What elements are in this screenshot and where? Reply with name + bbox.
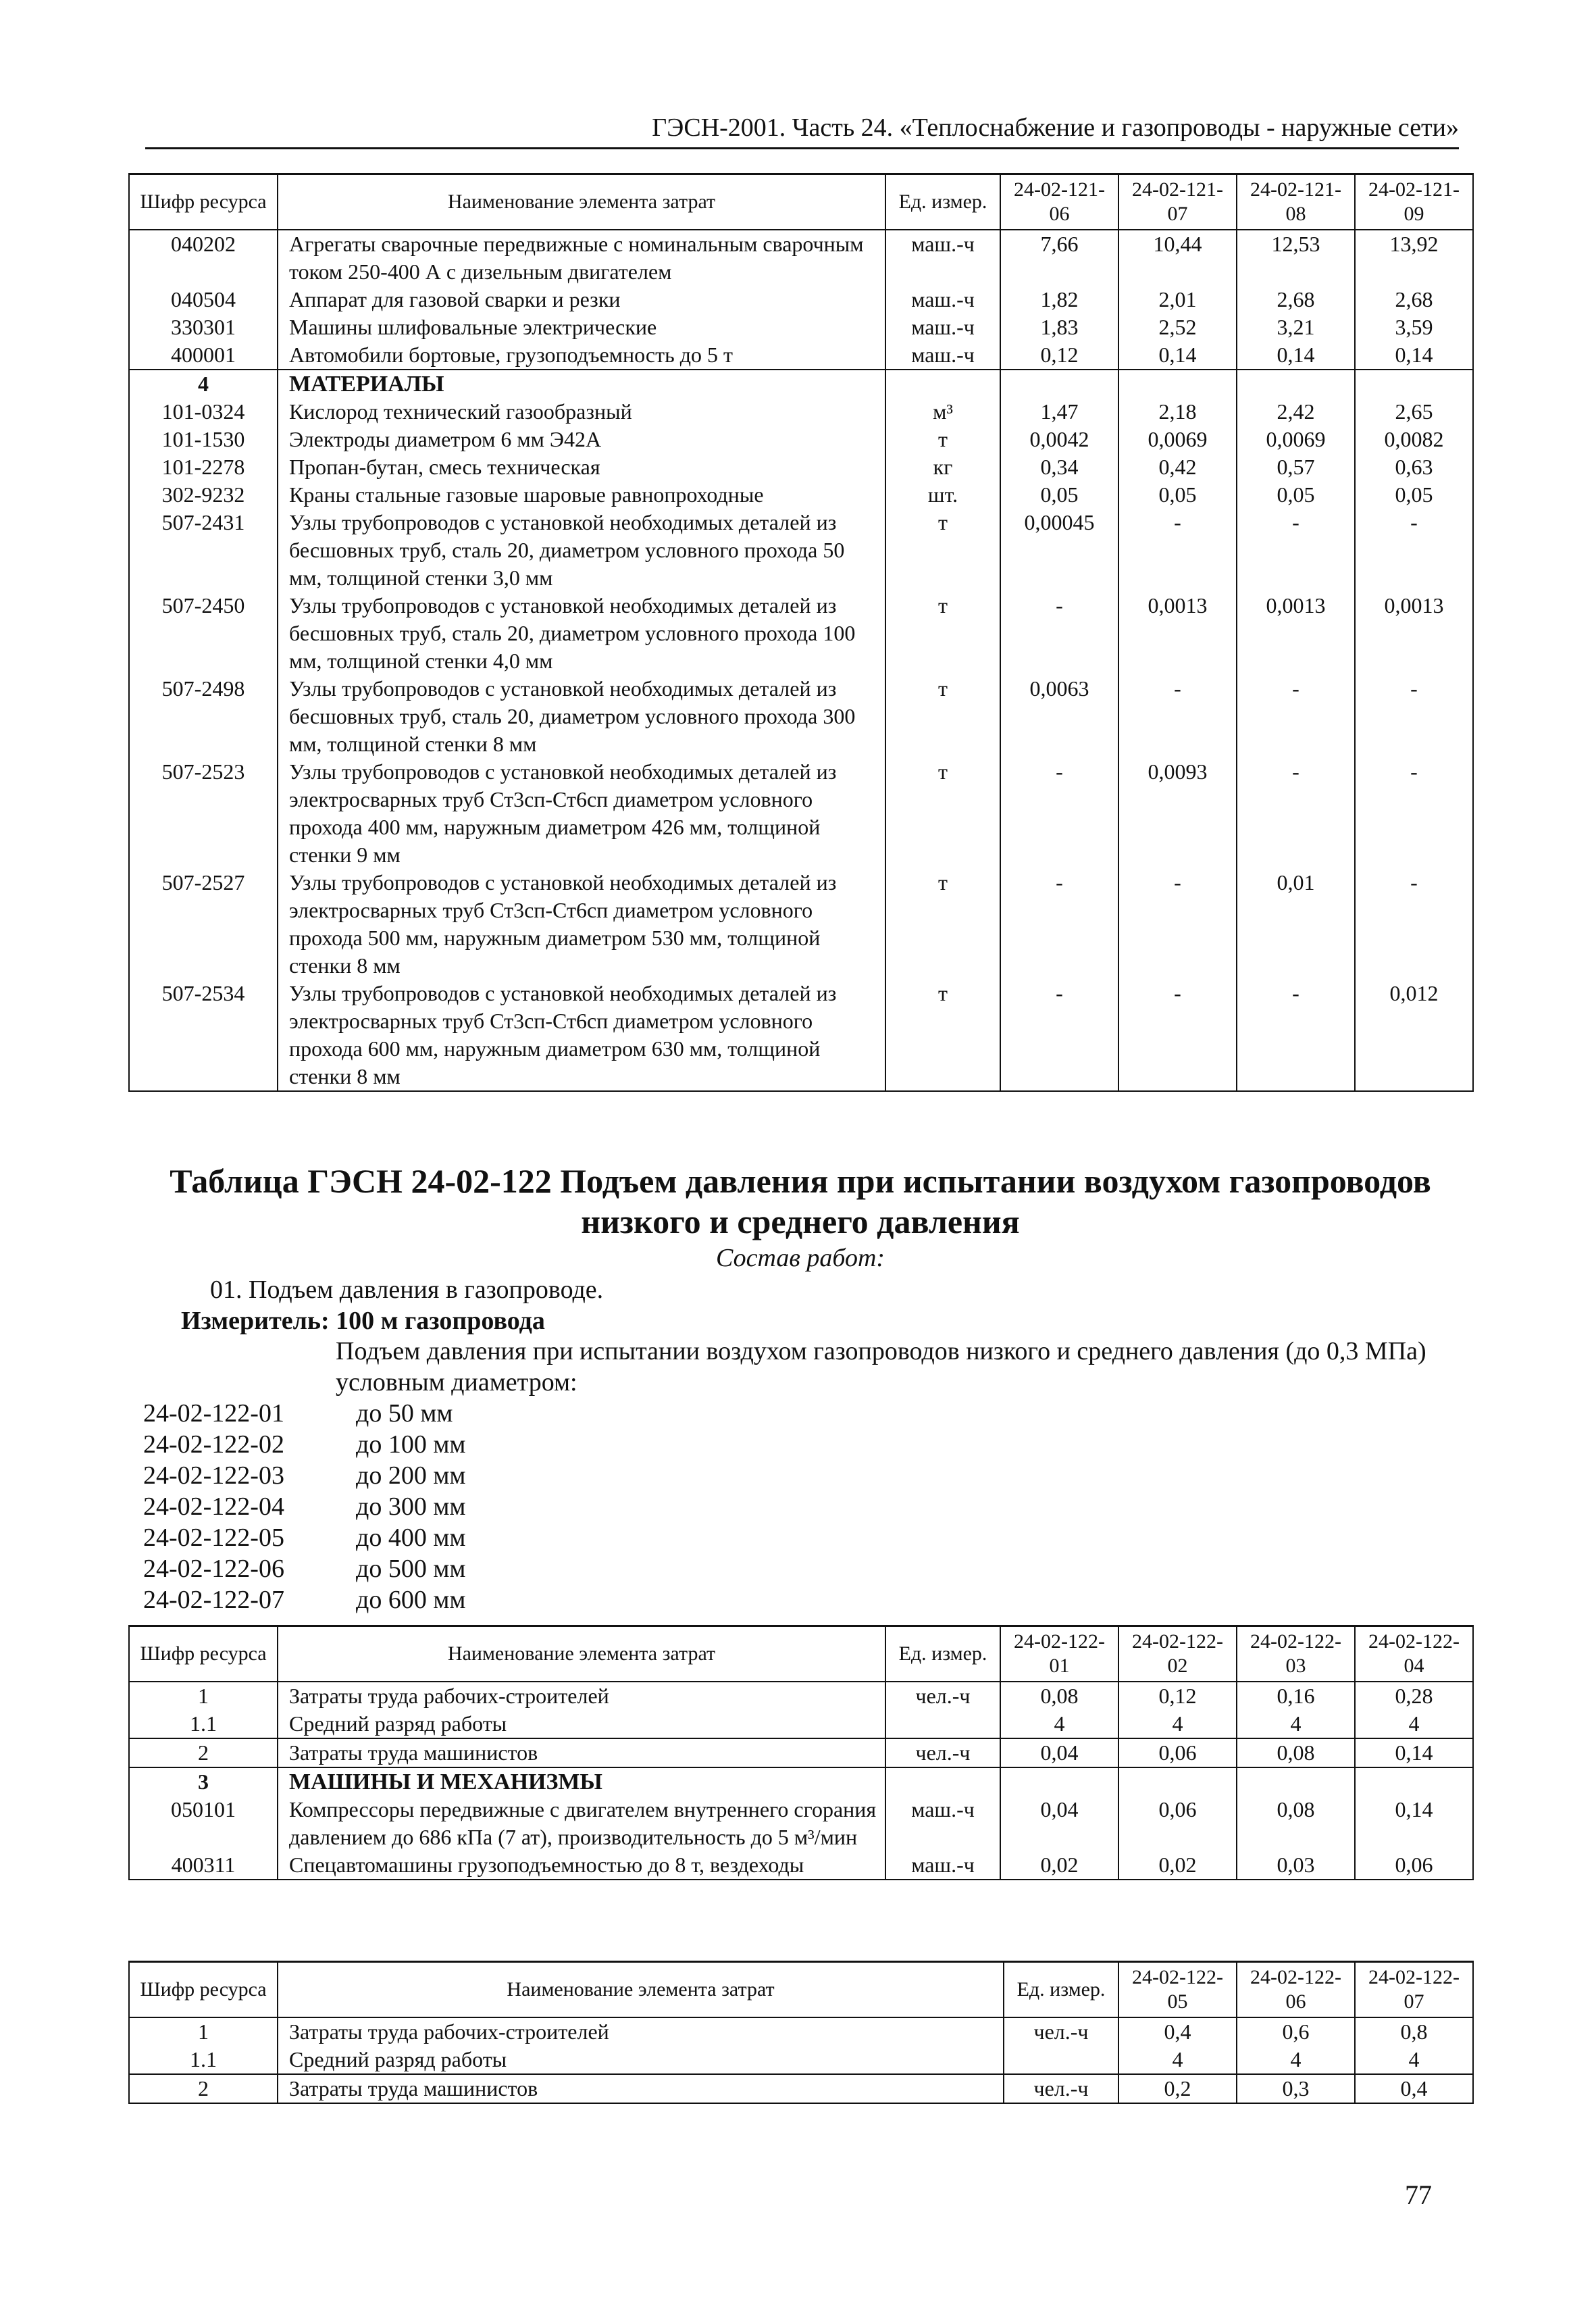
running-header: ГЭСН-2001. Часть 24. «Теплоснабжение и газопроводы - наружные сети»	[652, 114, 1459, 142]
col-header-code: Шифр ресурса	[129, 1626, 278, 1682]
norm-variant-code: 24-02-122-05	[143, 1524, 284, 1552]
col-header-variant: 24-02-121-06	[1000, 174, 1118, 230]
norm-variant-code: 24-02-122-07	[143, 1586, 284, 1614]
resource-code: 330301	[129, 313, 278, 341]
norm-variant	[143, 1584, 465, 1615]
col-header-unit: Ед. измер.	[885, 174, 1000, 230]
table-row	[129, 313, 1473, 341]
col-header-variant: 24-02-122-05	[1118, 1962, 1237, 2018]
work-composition-label: Состав работ:	[716, 1244, 885, 1272]
resource-code: 1	[129, 1682, 278, 1710]
norm-variant	[143, 1522, 465, 1553]
resource-value	[1237, 370, 1355, 398]
resource-value: -	[1355, 758, 1473, 869]
resource-code: 507-2534	[129, 980, 278, 1091]
table-row	[129, 1796, 1473, 1851]
resource-name: Узлы трубопроводов с установкой необходимых деталей из электросварных труб Ст3сп-Ст6сп диаметром условного прохода 600 мм, наружным диаметром 630 мм, толщиной стенки 8 мм	[278, 980, 885, 1091]
table-row	[129, 453, 1473, 481]
resource-value: -	[1237, 675, 1355, 758]
resource-value: -	[1355, 675, 1473, 758]
resource-value: 2,68	[1355, 286, 1473, 313]
resource-value: 0,2	[1118, 2074, 1237, 2103]
resource-value	[1355, 1767, 1473, 1796]
table-row	[129, 1682, 1473, 1710]
resource-value: 0,14	[1118, 341, 1237, 370]
resource-value: -	[1237, 758, 1355, 869]
col-header-variant: 24-02-121-08	[1237, 174, 1355, 230]
table-row	[129, 2074, 1473, 2103]
resource-name: Кислород технический газообразный	[278, 398, 885, 426]
table-header-row	[129, 174, 1473, 230]
col-header-name: Наименование элемента затрат	[278, 1626, 885, 1682]
table-row	[129, 509, 1473, 592]
table-header-row	[129, 1626, 1473, 1682]
resource-name: Узлы трубопроводов с установкой необходимых деталей из бесшовных труб, сталь 20, диаметром условного прохода 50 мм, толщиной стенки 3,0 мм	[278, 509, 885, 592]
resource-value: 0,14	[1355, 1738, 1473, 1767]
resource-unit: чел.-ч	[885, 1738, 1000, 1767]
resource-value: 0,4	[1355, 2074, 1473, 2103]
norm-variant	[143, 1460, 465, 1491]
resource-value: 2,18	[1118, 398, 1237, 426]
resource-name: Краны стальные газовые шаровые равнопроходные	[278, 481, 885, 509]
resource-unit: м³	[885, 398, 1000, 426]
resource-unit: т	[885, 426, 1000, 453]
resource-code: 507-2523	[129, 758, 278, 869]
resource-unit: т	[885, 869, 1000, 980]
col-header-unit: Ед. измер.	[1004, 1962, 1118, 2018]
resource-value: 0,0069	[1118, 426, 1237, 453]
col-header-variant: 24-02-122-06	[1237, 1962, 1355, 2018]
col-header-variant: 24-02-122-01	[1000, 1626, 1118, 1682]
resource-value: 0,012	[1355, 980, 1473, 1091]
resource-value: 0,14	[1237, 341, 1355, 370]
resource-value: -	[1000, 758, 1118, 869]
resource-value: 0,08	[1000, 1682, 1118, 1710]
norm-variant-label: до 200 мм	[356, 1461, 466, 1490]
resource-value: -	[1118, 675, 1237, 758]
resource-value: -	[1000, 592, 1118, 675]
resource-value: 0,0013	[1355, 592, 1473, 675]
work-operation: 01. Подъем давления в газопроводе.	[210, 1276, 604, 1304]
resource-code: 040504	[129, 286, 278, 313]
resource-value: 4	[1118, 2046, 1237, 2074]
resource-value: 0,12	[1000, 341, 1118, 370]
resource-name: Автомобили бортовые, грузоподъемность до 5 т	[278, 341, 885, 370]
resource-unit: чел.-ч	[1004, 2017, 1118, 2046]
resource-unit: шт.	[885, 481, 1000, 509]
resource-value: 0,63	[1355, 453, 1473, 481]
resource-unit: маш.-ч	[885, 286, 1000, 313]
resource-value: 0,14	[1355, 341, 1473, 370]
resource-code: 2	[129, 2074, 278, 2103]
resource-unit: т	[885, 758, 1000, 869]
resource-value: 0,57	[1237, 453, 1355, 481]
resource-value: 0,14	[1355, 1796, 1473, 1851]
resource-name: Аппарат для газовой сварки и резки	[278, 286, 885, 313]
norm-variant-label: до 400 мм	[356, 1524, 466, 1552]
resource-code: 040202	[129, 230, 278, 286]
resource-unit	[1004, 2046, 1118, 2074]
resource-value: 0,34	[1000, 453, 1118, 481]
resource-value: 0,00045	[1000, 509, 1118, 592]
resource-value: 0,42	[1118, 453, 1237, 481]
resource-value: 0,0082	[1355, 426, 1473, 453]
table-row	[129, 2046, 1473, 2074]
norm-variant	[143, 1491, 465, 1522]
resource-value: -	[1118, 980, 1237, 1091]
resource-value: 0,06	[1355, 1851, 1473, 1880]
norm-variant-code: 24-02-122-02	[143, 1430, 284, 1459]
table-row	[129, 675, 1473, 758]
col-header-variant: 24-02-121-07	[1118, 174, 1237, 230]
resource-value: 4	[1118, 1710, 1237, 1738]
resource-unit: чел.-ч	[885, 1682, 1000, 1710]
resource-value: 0,28	[1355, 1682, 1473, 1710]
resource-table-122-part1	[128, 1625, 1474, 1880]
resource-value: -	[1355, 869, 1473, 980]
page-number: 77	[1405, 2180, 1432, 2210]
resource-name: Компрессоры передвижные с двигателем внутреннего сгорания давлением до 686 кПа (7 ат), производительность до 5 м³/мин	[278, 1796, 885, 1851]
col-header-code: Шифр ресурса	[129, 174, 278, 230]
resource-value: 0,6	[1237, 2017, 1355, 2046]
resource-value: 0,08	[1237, 1796, 1355, 1851]
resource-value: 13,92	[1355, 230, 1473, 286]
table-row	[129, 398, 1473, 426]
resource-value	[1237, 1767, 1355, 1796]
resource-unit: т	[885, 980, 1000, 1091]
resource-value: 0,02	[1000, 1851, 1118, 1880]
resource-value: 12,53	[1237, 230, 1355, 286]
measurement-unit: Измеритель: 100 м газопровода	[181, 1307, 545, 1335]
resource-value: 10,44	[1118, 230, 1237, 286]
resource-table-121	[128, 173, 1474, 1092]
section-title: МАТЕРИАЛЫ	[278, 370, 885, 398]
norm-variant-code: 24-02-122-06	[143, 1555, 284, 1583]
table-row	[129, 1710, 1473, 1738]
header-divider	[145, 147, 1459, 149]
resource-value: 0,05	[1237, 481, 1355, 509]
col-header-name: Наименование элемента затрат	[278, 174, 885, 230]
section-code: 4	[129, 370, 278, 398]
col-header-variant: 24-02-122-02	[1118, 1626, 1237, 1682]
norm-variant-code: 24-02-122-01	[143, 1399, 284, 1428]
resource-value: 1,83	[1000, 313, 1118, 341]
resource-unit: маш.-ч	[885, 230, 1000, 286]
resource-code: 1.1	[129, 1710, 278, 1738]
resource-unit: чел.-ч	[1004, 2074, 1118, 2103]
resource-value: 0,05	[1355, 481, 1473, 509]
norm-variant-code: 24-02-122-03	[143, 1461, 284, 1490]
resource-value: 0,3	[1237, 2074, 1355, 2103]
resource-value: 0,04	[1000, 1796, 1118, 1851]
resource-value	[1118, 370, 1237, 398]
resource-value: -	[1000, 869, 1118, 980]
section-title: Таблица ГЭСН 24-02-122 Подъем давления при испытании воздухом газопроводов низкого и среднего давления	[170, 1162, 1431, 1240]
resource-code: 400001	[129, 341, 278, 370]
table-row	[129, 980, 1473, 1091]
resource-value: 2,65	[1355, 398, 1473, 426]
section-title: МАШИНЫ И МЕХАНИЗМЫ	[278, 1767, 885, 1796]
resource-name: Затраты труда машинистов	[278, 1738, 885, 1767]
table-row	[129, 1738, 1473, 1767]
norm-variant-code: 24-02-122-04	[143, 1492, 284, 1521]
section-code: 3	[129, 1767, 278, 1796]
resource-value: 0,05	[1000, 481, 1118, 509]
resource-code: 507-2431	[129, 509, 278, 592]
resource-name: Машины шлифовальные электрические	[278, 313, 885, 341]
resource-value: 0,05	[1118, 481, 1237, 509]
resource-value: 0,06	[1118, 1796, 1237, 1851]
resource-unit: т	[885, 675, 1000, 758]
resource-name: Пропан-бутан, смесь техническая	[278, 453, 885, 481]
resource-value	[1000, 370, 1118, 398]
norm-variant-label: до 500 мм	[356, 1555, 466, 1583]
resource-value: 3,59	[1355, 313, 1473, 341]
table-row	[129, 341, 1473, 370]
resource-name: Средний разряд работы	[278, 1710, 885, 1738]
norm-variant-list	[143, 1398, 465, 1615]
table-header-row	[129, 1962, 1473, 2018]
resource-value: 4	[1355, 2046, 1473, 2074]
resource-value: -	[1237, 980, 1355, 1091]
resource-value: 4	[1237, 1710, 1355, 1738]
col-header-variant: 24-02-122-07	[1355, 1962, 1473, 2018]
norm-variant-label: до 50 мм	[356, 1399, 453, 1428]
resource-value: 3,21	[1237, 313, 1355, 341]
col-header-variant: 24-02-122-03	[1237, 1626, 1355, 1682]
resource-value: 0,0093	[1118, 758, 1237, 869]
col-header-variant: 24-02-121-09	[1355, 174, 1473, 230]
resource-value: 1,47	[1000, 398, 1118, 426]
table-row	[129, 230, 1473, 286]
resource-name: Средний разряд работы	[278, 2046, 1004, 2074]
resource-code: 400311	[129, 1851, 278, 1880]
resource-value: -	[1000, 980, 1118, 1091]
resource-name: Электроды диаметром 6 мм Э42А	[278, 426, 885, 453]
resource-value: -	[1237, 509, 1355, 592]
resource-value: -	[1118, 869, 1237, 980]
resource-table-122-part2	[128, 1961, 1474, 2104]
resource-value	[1355, 370, 1473, 398]
col-header-code: Шифр ресурса	[129, 1962, 278, 2018]
norm-variant	[143, 1553, 465, 1584]
resource-unit: т	[885, 509, 1000, 592]
resource-value: 4	[1000, 1710, 1118, 1738]
resource-code: 507-2527	[129, 869, 278, 980]
section-row-machines	[129, 1767, 1473, 1796]
resource-value: 2,68	[1237, 286, 1355, 313]
resource-unit	[885, 1710, 1000, 1738]
section-row-materials	[129, 370, 1473, 398]
resource-value: 0,8	[1355, 2017, 1473, 2046]
norm-variant-label: до 300 мм	[356, 1492, 466, 1521]
resource-name: Спецавтомашины грузоподъемностью до 8 т, вездеходы	[278, 1851, 885, 1880]
table-row	[129, 758, 1473, 869]
resource-value: 0,0063	[1000, 675, 1118, 758]
resource-unit: маш.-ч	[885, 313, 1000, 341]
resource-code: 101-1530	[129, 426, 278, 453]
resource-value: 2,42	[1237, 398, 1355, 426]
resource-unit: т	[885, 592, 1000, 675]
resource-name: Узлы трубопроводов с установкой необходимых деталей из электросварных труб Ст3сп-Ст6сп диаметром условного прохода 400 мм, наружным диаметром 426 мм, толщиной стенки 9 мм	[278, 758, 885, 869]
resource-name: Агрегаты сварочные передвижные с номинальным сварочным током 250-400 А с дизельным двигателем	[278, 230, 885, 286]
resource-value	[1000, 1767, 1118, 1796]
resource-value: 2,52	[1118, 313, 1237, 341]
resource-value: 1,82	[1000, 286, 1118, 313]
resource-value: 4	[1237, 2046, 1355, 2074]
resource-code: 507-2450	[129, 592, 278, 675]
resource-unit: маш.-ч	[885, 1796, 1000, 1851]
resource-value: 0,0013	[1118, 592, 1237, 675]
resource-code: 101-2278	[129, 453, 278, 481]
resource-unit: маш.-ч	[885, 341, 1000, 370]
resource-value: 2,01	[1118, 286, 1237, 313]
resource-name: Узлы трубопроводов с установкой необходимых деталей из бесшовных труб, сталь 20, диаметром условного прохода 100 мм, толщиной стенки 4,0 мм	[278, 592, 885, 675]
resource-value: 0,03	[1237, 1851, 1355, 1880]
resource-value: 0,02	[1118, 1851, 1237, 1880]
resource-value	[1118, 1767, 1237, 1796]
resource-value: 0,12	[1118, 1682, 1237, 1710]
resource-unit	[885, 370, 1000, 398]
norm-variant-label: до 100 мм	[356, 1430, 466, 1459]
norm-description: Подъем давления при испытании воздухом газопроводов низкого и среднего давления (до 0,3 МПа) условным диаметром:	[336, 1337, 1426, 1397]
table-row	[129, 286, 1473, 313]
resource-value: 4	[1355, 1710, 1473, 1738]
resource-value: 0,4	[1118, 2017, 1237, 2046]
col-header-name: Наименование элемента затрат	[278, 1962, 1004, 2018]
resource-code: 302-9232	[129, 481, 278, 509]
resource-code: 507-2498	[129, 675, 278, 758]
table-row	[129, 481, 1473, 509]
norm-variant-label: до 600 мм	[356, 1586, 466, 1614]
resource-value: 7,66	[1000, 230, 1118, 286]
resource-code: 1.1	[129, 2046, 278, 2074]
resource-unit	[885, 1767, 1000, 1796]
resource-name: Узлы трубопроводов с установкой необходимых деталей из электросварных труб Ст3сп-Ст6сп диаметром условного прохода 500 мм, наружным диаметром 530 мм, толщиной стенки 8 мм	[278, 869, 885, 980]
resource-unit: маш.-ч	[885, 1851, 1000, 1880]
resource-name: Затраты труда рабочих-строителей	[278, 1682, 885, 1710]
table-row	[129, 869, 1473, 980]
resource-value: 0,06	[1118, 1738, 1237, 1767]
resource-name: Затраты труда рабочих-строителей	[278, 2017, 1004, 2046]
resource-value: 0,08	[1237, 1738, 1355, 1767]
resource-code: 050101	[129, 1796, 278, 1851]
table-row	[129, 592, 1473, 675]
resource-unit: кг	[885, 453, 1000, 481]
resource-value: 0,0042	[1000, 426, 1118, 453]
col-header-unit: Ед. измер.	[885, 1626, 1000, 1682]
resource-value: 0,0069	[1237, 426, 1355, 453]
resource-name: Затраты труда машинистов	[278, 2074, 1004, 2103]
resource-code: 1	[129, 2017, 278, 2046]
resource-value: -	[1355, 509, 1473, 592]
resource-value: -	[1118, 509, 1237, 592]
col-header-variant: 24-02-122-04	[1355, 1626, 1473, 1682]
resource-value: 0,0013	[1237, 592, 1355, 675]
norm-variant	[143, 1398, 465, 1429]
resource-value: 0,01	[1237, 869, 1355, 980]
table-row	[129, 426, 1473, 453]
norm-variant	[143, 1429, 465, 1460]
table-row	[129, 2017, 1473, 2046]
table-row	[129, 1851, 1473, 1880]
resource-value: 0,16	[1237, 1682, 1355, 1710]
resource-code: 2	[129, 1738, 278, 1767]
resource-name: Узлы трубопроводов с установкой необходимых деталей из бесшовных труб, сталь 20, диаметром условного прохода 300 мм, толщиной стенки 8 мм	[278, 675, 885, 758]
resource-code: 101-0324	[129, 398, 278, 426]
resource-value: 0,04	[1000, 1738, 1118, 1767]
